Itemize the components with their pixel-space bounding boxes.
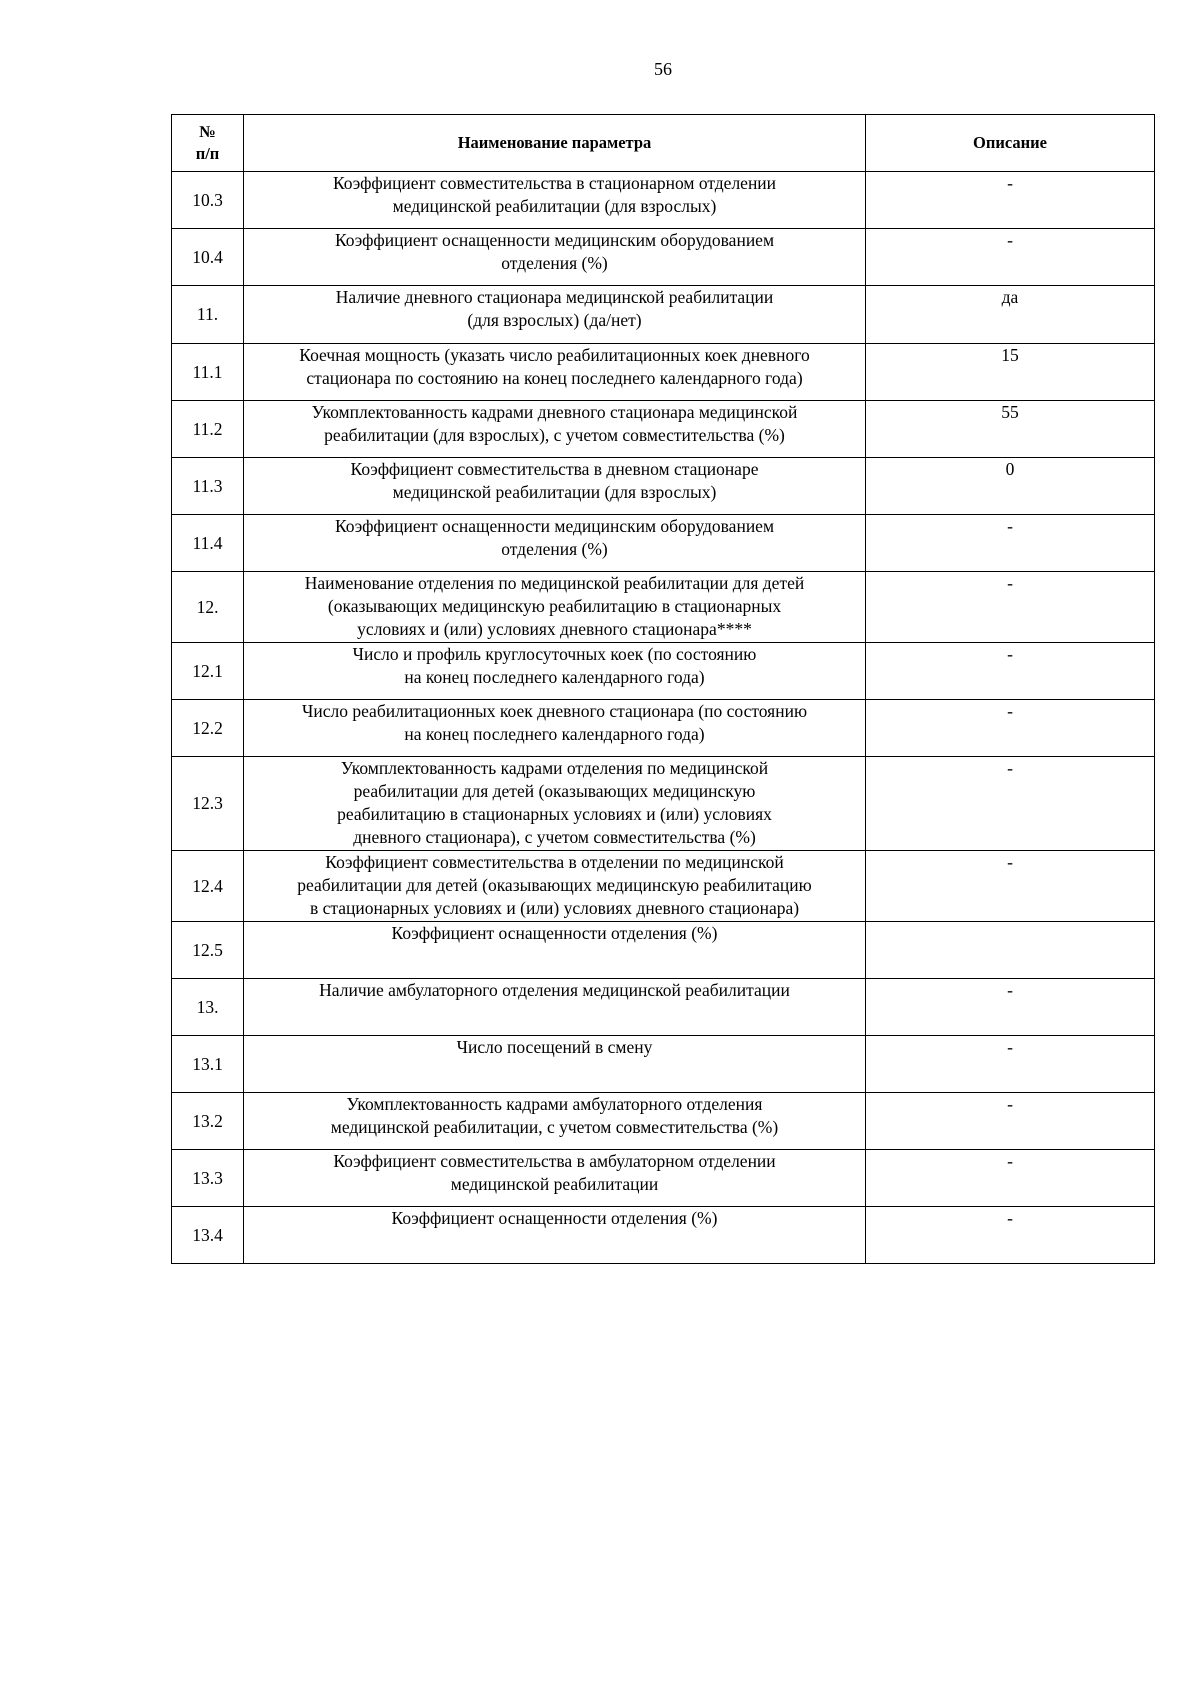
table-row [172,572,1155,643]
table-row [172,515,1155,572]
row-parameter-name [244,757,866,851]
parameter-name-line: реабилитации (для взрослых), с учетом совместительства (%) [324,425,785,445]
row-number: 12.5 [172,922,244,979]
parameter-name-line: Укомплектованность кадрами отделения по медицинской [340,758,769,778]
row-number: 13.4 [172,1207,244,1264]
row-description: - [866,757,1155,851]
row-number: 13.2 [172,1093,244,1150]
row-parameter-name [244,700,866,757]
parameter-name-line: в стационарных условиях и (или) условиях дневного стационара) [309,898,800,918]
table-header-row [172,115,1155,172]
row-description: - [866,1207,1155,1264]
row-description: - [866,643,1155,700]
row-number: 12.2 [172,700,244,757]
parameter-name-line: Наименование отделения по медицинской реабилитации для детей [304,573,805,593]
row-number: 11. [172,286,244,344]
parameter-name-line: Коэффициент оснащенности отделения (%) [391,923,718,943]
row-number: 11.3 [172,458,244,515]
parameter-name-line: Наличие амбулаторного отделения медицинской реабилитации [319,980,790,1000]
row-description: да [866,286,1155,344]
parameter-name-line: отделения (%) [501,253,608,273]
parameter-name-line: реабилитацию в стационарных условиях и (или) условиях [337,804,772,824]
row-parameter-name [244,922,866,979]
parameter-name-line: отделения (%) [501,539,608,559]
row-description [866,922,1155,979]
parameter-name-line: Число посещений в смену [456,1037,653,1057]
table-row [172,851,1155,922]
row-parameter-name [244,1036,866,1093]
row-parameter-name [244,979,866,1036]
table-row [172,458,1155,515]
row-description: - [866,229,1155,286]
row-number: 13. [172,979,244,1036]
table-row [172,1207,1155,1264]
table-row [172,979,1155,1036]
parameter-name-line: на конец последнего календарного года) [404,724,705,744]
parameter-name-line: Коэффициент совместительства в амбулаторном отделении [333,1151,776,1171]
row-description: 15 [866,344,1155,401]
parameter-name-line: медицинской реабилитации (для взрослых) [392,482,717,502]
row-number: 11.2 [172,401,244,458]
row-parameter-name [244,851,866,922]
row-parameter-name [244,643,866,700]
parameter-name-line: медицинской реабилитации (для взрослых) [392,196,717,216]
row-parameter-name [244,344,866,401]
parameter-name-line: условиях и (или) условиях дневного стационара**** [357,619,752,639]
table-row [172,1093,1155,1150]
parameter-name-line: Коечная мощность (указать число реабилитационных коек дневного [299,345,810,365]
parameter-name-line: Укомплектованность кадрами амбулаторного отделения [346,1094,763,1114]
row-description: - [866,1150,1155,1207]
row-parameter-name [244,1093,866,1150]
table-row [172,286,1155,344]
parameter-name-line: Коэффициент совместительства в стационарном отделении [332,173,777,193]
parameter-name-line: стационара по состоянию на конец последнего календарного года) [306,368,803,388]
row-description: - [866,979,1155,1036]
row-parameter-name [244,286,866,344]
row-description: 55 [866,401,1155,458]
row-number: 13.3 [172,1150,244,1207]
row-description: - [866,572,1155,643]
header-number-line2: п/п [195,144,220,163]
row-description: 0 [866,458,1155,515]
parameter-name-line: реабилитации для детей (оказывающих медицинскую [353,781,756,801]
parameter-name-line: на конец последнего календарного года) [404,667,705,687]
row-parameter-name [244,1207,866,1264]
table-row [172,172,1155,229]
table-row [172,922,1155,979]
table-row [172,1150,1155,1207]
header-parameter-name: Наименование параметра [244,115,866,172]
parameters-table [171,114,1155,1264]
row-parameter-name [244,172,866,229]
parameter-name-line: медицинской реабилитации [450,1174,659,1194]
row-description: - [866,515,1155,572]
parameter-name-line: Коэффициент совместительства в отделении по медицинской [325,852,784,872]
parameter-name-line: реабилитации для детей (оказывающих медицинскую реабилитацию [297,875,812,895]
row-number: 10.3 [172,172,244,229]
parameter-name-line: дневного стационара), с учетом совместительства (%) [353,827,756,847]
row-description: - [866,851,1155,922]
row-description: - [866,1036,1155,1093]
page-number: 56 [654,59,672,79]
parameter-name-line: (оказывающих медицинскую реабилитацию в стационарных [327,596,782,616]
row-number: 13.1 [172,1036,244,1093]
row-number: 11.1 [172,344,244,401]
parameter-name-line: (для взрослых) (да/нет) [467,310,642,330]
table-row [172,643,1155,700]
table-row [172,757,1155,851]
table-body [172,172,1155,1264]
row-description: - [866,700,1155,757]
parameter-name-line: Коэффициент совместительства в дневном стационаре [350,459,759,479]
table-row [172,700,1155,757]
row-description: - [866,172,1155,229]
table-row [172,344,1155,401]
parameter-name-line: Число и профиль круглосуточных коек (по состоянию [352,644,757,664]
row-number: 12. [172,572,244,643]
parameter-name-line: Число реабилитационных коек дневного стационара (по состоянию [301,701,808,721]
parameter-name-line: Укомплектованность кадрами дневного стационара медицинской [311,402,798,422]
table-row [172,1036,1155,1093]
parameter-name-line: Коэффициент оснащенности медицинским оборудованием [334,230,775,250]
row-parameter-name [244,458,866,515]
row-parameter-name [244,1150,866,1207]
parameter-name-line: Коэффициент оснащенности медицинским оборудованием [334,516,775,536]
header-number [172,115,244,172]
row-description: - [866,1093,1155,1150]
header-description: Описание [866,115,1155,172]
table-row [172,401,1155,458]
table-row [172,229,1155,286]
row-number: 10.4 [172,229,244,286]
parameter-name-line: Наличие дневного стационара медицинской реабилитации [335,287,774,307]
row-parameter-name [244,229,866,286]
row-parameter-name [244,515,866,572]
parameter-name-line: Коэффициент оснащенности отделения (%) [391,1208,718,1228]
row-number: 12.1 [172,643,244,700]
row-number: 12.4 [172,851,244,922]
row-number: 11.4 [172,515,244,572]
row-parameter-name [244,572,866,643]
row-parameter-name [244,401,866,458]
header-number-line1: № [199,122,216,141]
parameter-name-line: медицинской реабилитации, с учетом совместительства (%) [330,1117,779,1137]
row-number: 12.3 [172,757,244,851]
